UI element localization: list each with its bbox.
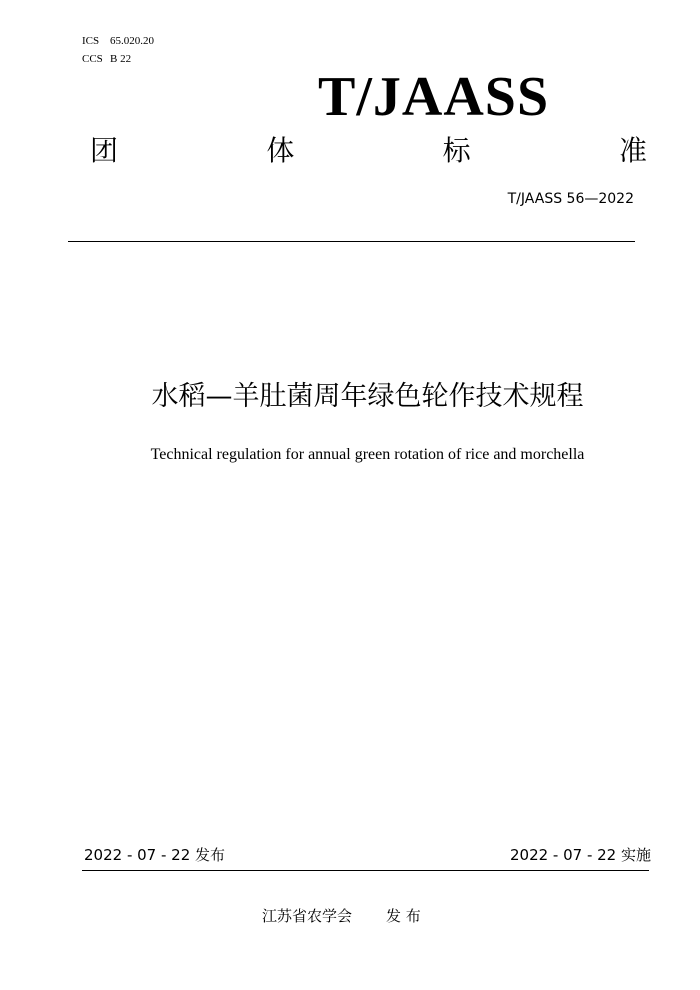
implementation-date: 2022 - 07 - 22 实施 xyxy=(509,846,651,864)
publisher-name: 江苏省农学会 xyxy=(262,907,353,925)
standard-type-char: 团 xyxy=(90,134,119,167)
standard-number: T/JAASS 56—2022 xyxy=(507,191,634,207)
publish-word: 发 布 xyxy=(386,907,421,925)
document-title-en: Technical regulation for annual green rotation of rice and morchella xyxy=(150,446,585,463)
document-title-cn: 水稻—羊肚菌周年绿色轮作技术规程 xyxy=(151,381,584,412)
organization-code: T/JAASS xyxy=(318,66,550,128)
ccs-code: B 22 xyxy=(110,53,132,65)
footer-divider xyxy=(82,870,649,871)
header-divider xyxy=(68,241,635,242)
ics-label: ICS xyxy=(82,35,100,47)
issue-date: 2022 - 07 - 22 发布 xyxy=(84,846,226,864)
standard-type-char: 准 xyxy=(618,134,647,167)
ics-line xyxy=(82,35,154,47)
standard-type xyxy=(90,134,647,167)
standard-type-char: 体 xyxy=(266,134,295,167)
ccs-line xyxy=(82,53,131,65)
ics-code: 65.020.20 xyxy=(110,35,154,47)
publisher-line xyxy=(262,905,421,926)
ccs-label: CCS xyxy=(82,53,103,65)
standard-type-char: 标 xyxy=(442,134,471,167)
